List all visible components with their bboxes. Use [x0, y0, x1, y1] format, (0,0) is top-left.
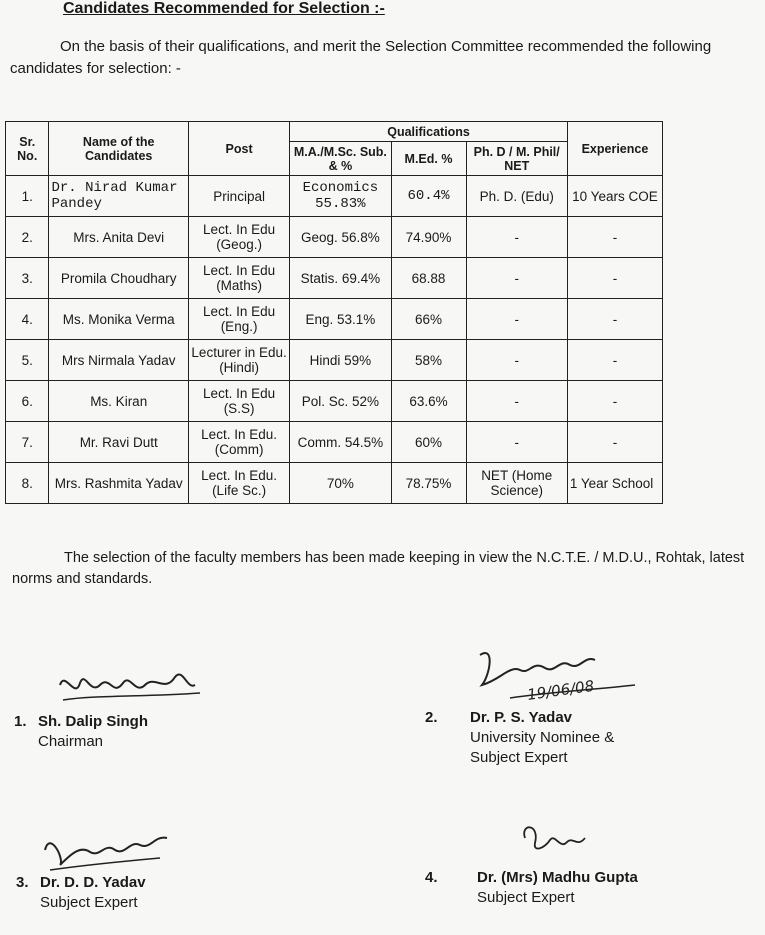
signatory-role: Subject Expert	[477, 889, 575, 906]
table-row	[6, 381, 663, 422]
cell-exp: -	[567, 381, 662, 422]
signatory-number: 3.	[16, 874, 29, 891]
cell-phd: -	[466, 340, 567, 381]
cell-sr: 1.	[6, 176, 49, 217]
table-row	[6, 176, 663, 217]
cell-phd: -	[466, 258, 567, 299]
cell-phd: Ph. D. (Edu)	[466, 176, 567, 217]
signature-ps-yadav	[470, 640, 640, 710]
cell-name: Mrs. Rashmita Yadav	[49, 463, 188, 504]
table-row	[6, 258, 663, 299]
signatory-1	[38, 712, 148, 752]
signature-dd-yadav	[35, 820, 175, 880]
signatory-number: 2.	[425, 709, 438, 726]
col-med: M.Ed. %	[391, 142, 466, 176]
cell-ma: Comm. 54.5%	[290, 422, 391, 463]
table-header-row	[6, 122, 663, 142]
signature-madhu-gupta	[515, 818, 595, 868]
cell-sr: 8.	[6, 463, 49, 504]
cell-phd: -	[466, 217, 567, 258]
col-post: Post	[188, 122, 289, 176]
cell-post: Lect. In Edu (Geog.)	[188, 217, 289, 258]
signatory-name: Dr. (Mrs) Madhu Gupta	[477, 869, 638, 886]
signatory-name: Sh. Dalip Singh	[38, 713, 149, 730]
col-ma: M.A./M.Sc. Sub. & %	[290, 142, 391, 176]
cell-post: Lect. In Edu (S.S)	[188, 381, 289, 422]
cell-ma: Statis. 69.4%	[290, 258, 391, 299]
signature-date: 19/06/08	[526, 676, 596, 704]
cell-exp: -	[567, 217, 662, 258]
col-phd: Ph. D / M. Phil/ NET	[466, 142, 567, 176]
signatory-2	[470, 708, 614, 768]
cell-post: Lect. In Edu (Eng.)	[188, 299, 289, 340]
intro-paragraph: On the basis of their qualifications, and merit the Selection Committee recommended the following candidates for selection: -	[10, 38, 712, 77]
cell-exp: -	[567, 299, 662, 340]
table-row	[6, 422, 663, 463]
signatory-3	[40, 873, 146, 913]
cell-exp: 10 Years COE	[567, 176, 662, 217]
cell-name: Mrs. Anita Devi	[49, 217, 188, 258]
cell-name: Mrs Nirmala Yadav	[49, 340, 188, 381]
cell-exp: 1 Year School	[567, 463, 662, 504]
cell-sr: 3.	[6, 258, 49, 299]
col-qualifications: Qualifications	[290, 122, 568, 142]
col-experience: Experience	[567, 122, 662, 176]
signatory-number: 1.	[14, 713, 27, 730]
table-row	[6, 217, 663, 258]
cell-sr: 6.	[6, 381, 49, 422]
signatory-role: Subject Expert	[40, 894, 138, 911]
signatory-role: Chairman	[38, 733, 104, 750]
signatory-number: 4.	[425, 869, 438, 886]
signatory-name: Dr. D. D. Yadav	[40, 874, 146, 891]
cell-phd: NET (Home Science)	[466, 463, 567, 504]
col-sr: Sr. No.	[6, 122, 49, 176]
cell-exp: -	[567, 340, 662, 381]
cell-ma: Hindi 59%	[290, 340, 391, 381]
signatory-4	[477, 868, 638, 908]
cell-phd: -	[466, 299, 567, 340]
cell-ma: Pol. Sc. 52%	[290, 381, 391, 422]
cell-name: Promila Choudhary	[49, 258, 188, 299]
closing-paragraph: The selection of the faculty members has been made keeping in view the N.C.T.E. / M.D.U., Rohtak, latest norms and standards.	[12, 550, 745, 587]
cell-ma: Economics 55.83%	[290, 176, 391, 217]
signatory-role: University Nominee &	[470, 729, 615, 746]
signatory-role-2: Subject Expert	[470, 749, 568, 766]
cell-sr: 4.	[6, 299, 49, 340]
cell-sr: 7.	[6, 422, 49, 463]
cell-ma: Eng. 53.1%	[290, 299, 391, 340]
cell-name: Ms. Kiran	[49, 381, 188, 422]
signature-dalip-singh	[55, 655, 205, 710]
cell-ma: 70%	[290, 463, 391, 504]
cell-med: 58%	[391, 340, 466, 381]
cell-post: Lect. In Edu. (Life Sc.)	[188, 463, 289, 504]
cell-post: Lecturer in Edu. (Hindi)	[188, 340, 289, 381]
col-name: Name of the Candidates	[49, 122, 188, 176]
cell-name: Ms. Monika Verma	[49, 299, 188, 340]
cell-ma: Geog. 56.8%	[290, 217, 391, 258]
cell-post: Lect. In Edu. (Comm)	[188, 422, 289, 463]
cell-phd: -	[466, 381, 567, 422]
table-row	[6, 340, 663, 381]
cell-med: 78.75%	[391, 463, 466, 504]
table-row	[6, 463, 663, 504]
cell-post: Lect. In Edu (Maths)	[188, 258, 289, 299]
cell-sr: 5.	[6, 340, 49, 381]
cell-exp: -	[567, 422, 662, 463]
cell-phd: -	[466, 422, 567, 463]
cell-sr: 2.	[6, 217, 49, 258]
cell-med: 60%	[391, 422, 466, 463]
cell-post: Principal	[188, 176, 289, 217]
page-heading: Candidates Recommended for Selection :-	[63, 0, 385, 17]
signatory-name: Dr. P. S. Yadav	[470, 709, 573, 726]
cell-med: 60.4%	[391, 176, 466, 217]
cell-med: 68.88	[391, 258, 466, 299]
cell-med: 66%	[391, 299, 466, 340]
table-row	[6, 299, 663, 340]
candidates-table	[5, 121, 663, 504]
cell-exp: -	[567, 258, 662, 299]
cell-name: Mr. Ravi Dutt	[49, 422, 188, 463]
cell-med: 74.90%	[391, 217, 466, 258]
cell-name: Dr. Nirad Kumar Pandey	[49, 176, 188, 217]
cell-med: 63.6%	[391, 381, 466, 422]
